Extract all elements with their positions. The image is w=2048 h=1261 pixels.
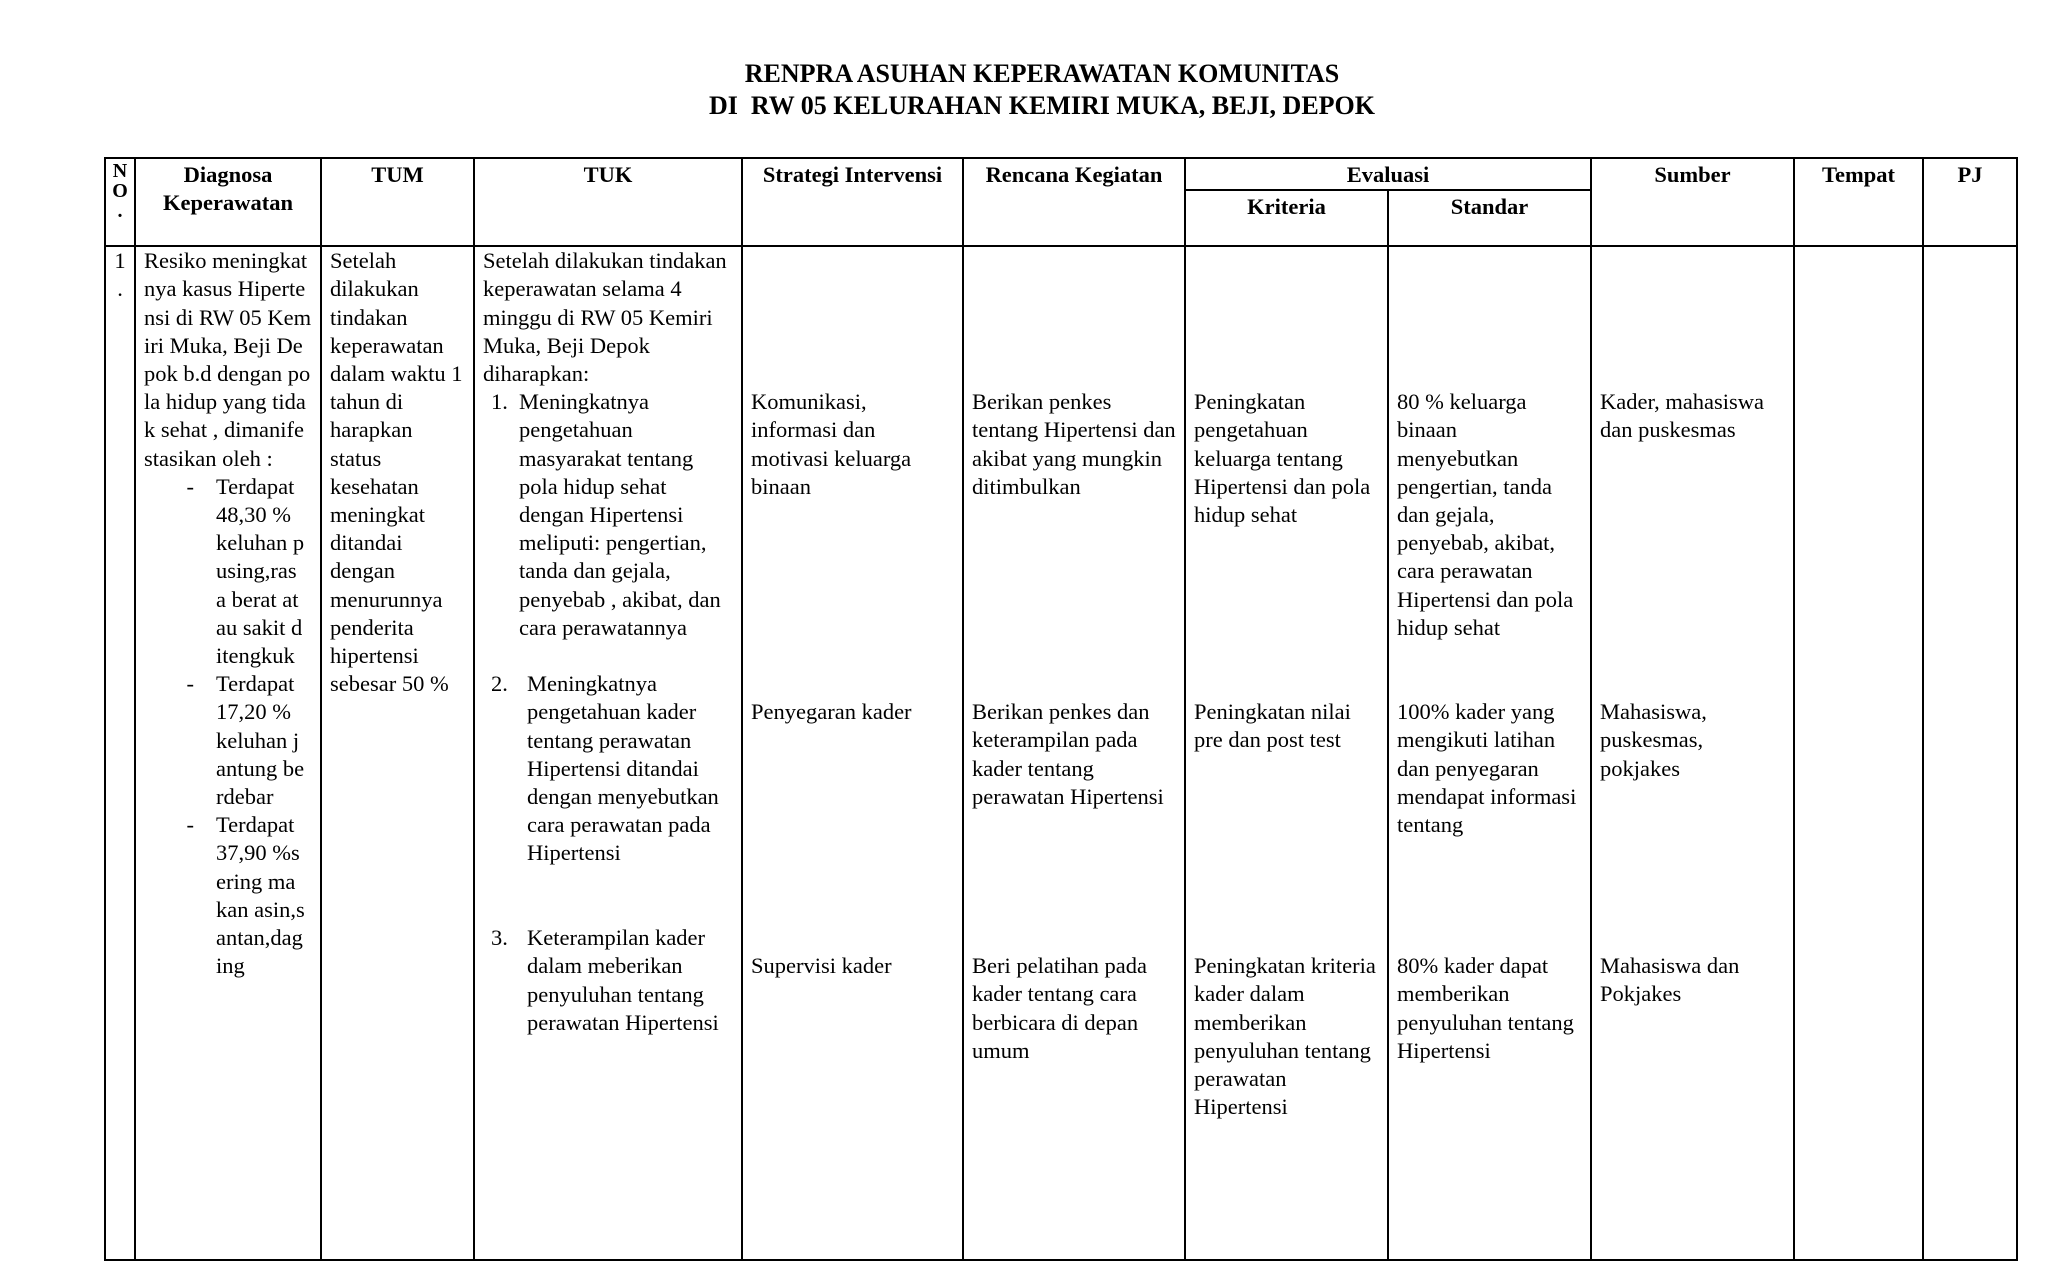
tum-cell	[321, 246, 474, 1260]
header-rencana: Rencana Kegiatan	[963, 158, 1185, 246]
strategi-item: Komunikasi, informasi dan motivasi keluarga binaan	[751, 389, 912, 499]
row-number-char: .	[117, 276, 123, 302]
sumber-item: Kader, mahasiswa dan puskesmas	[1600, 389, 1765, 443]
tuk-item-number: 3.	[491, 925, 508, 951]
strategi-item: Supervisi kader	[751, 953, 892, 979]
header-sumber: Sumber	[1591, 158, 1794, 246]
rencana-cell	[963, 246, 1185, 1260]
document-title	[0, 58, 2048, 122]
header-evaluasi: Evaluasi	[1185, 158, 1591, 190]
standar-item: 80% kader dapat memberikan penyuluhan tentang Hipertensi	[1397, 953, 1574, 1063]
kriteria-item: Peningkatan pengetahuan keluarga tentang Hipertensi dan pola hidup sehat	[1194, 389, 1371, 528]
tempat-cell	[1794, 246, 1923, 1260]
tuk-item-number: 2.	[491, 671, 508, 697]
sumber-cell	[1591, 246, 1794, 1260]
header-tum: TUM	[321, 158, 474, 246]
pj-cell	[1923, 246, 2017, 1260]
tum-text: Setelah dilakukan tindakan keperawatan dalam waktu 1 tahun di harapkan status kesehatan meningkat ditandai dengan menurunnya penderita hipertensi sebesar 50 %	[330, 248, 463, 697]
diagnosa-intro: Resiko meningkatnya kasus Hipertensi di RW 05 Kemiri Muka, Beji Depok b.d dengan pola hidup yang tidak sehat , dimanifestasikan oleh :	[144, 248, 312, 471]
header-no-char: .	[117, 200, 123, 222]
diagnosa-cell	[135, 246, 321, 1260]
rencana-item: Beri pelatihan pada kader tentang cara berbicara di depan umum	[972, 953, 1147, 1063]
header-tuk: TUK	[474, 158, 742, 246]
list-item: - Terdapat 48,30 % keluhan pusing,rasa berat atau sakit ditengkuk	[144, 473, 312, 670]
renpra-table	[104, 157, 2018, 1261]
header-no-char: N	[112, 160, 128, 182]
strategi-item: Penyegaran kader	[751, 699, 912, 725]
standar-item: 80 % keluarga binaan menyebutkan pengertian, tanda dan gejala, penyebab, akibat, cara perawatan Hipertensi dan pola hidup sehat	[1397, 389, 1574, 640]
title-line-2: DI RW 05 KELURAHAN KEMIRI MUKA, BEJI, DEPOK	[709, 91, 1375, 120]
title-line-1: RENPRA ASUHAN KEPERAWATAN KOMUNITAS	[744, 59, 1340, 88]
header-tempat: Tempat	[1794, 158, 1923, 246]
tuk-item-text: Keterampilan kader dalam meberikan penyuluhan tentang perawatan Hipertensi	[527, 925, 719, 1035]
kriteria-cell	[1185, 246, 1388, 1260]
kriteria-item: Peningkatan kriteria kader dalam memberikan penyuluhan tentang perawatan Hipertensi	[1194, 953, 1376, 1120]
rencana-item: Berikan penkes tentang Hipertensi dan akibat yang mungkin ditimbulkan	[972, 389, 1176, 499]
tuk-item-2	[483, 670, 733, 924]
diagnosa-list	[144, 473, 312, 981]
tuk-item-3	[483, 924, 733, 1037]
diagnosa-item: Terdapat 48,30 % keluhan pusing,rasa berat atau sakit ditengkuk	[216, 473, 305, 669]
tuk-item-number: 1.	[491, 389, 508, 415]
strategi-cell	[742, 246, 963, 1260]
header-pj: PJ	[1923, 158, 2017, 246]
list-item: - Terdapat 17,20 % keluhan jantung berdebar	[144, 670, 312, 811]
header-standar: Standar	[1388, 190, 1591, 246]
standar-item: 100% kader yang mengikuti latihan dan penyegaran mendapat informasi tentang	[1397, 699, 1577, 838]
header-no-char: O	[112, 180, 128, 202]
header-no	[105, 158, 135, 246]
row-number	[105, 246, 135, 1260]
header-kriteria: Kriteria	[1185, 190, 1388, 246]
list-item: - Terdapat 37,90 %sering makan asin,santan,daging	[144, 811, 312, 980]
sumber-item: Mahasiswa, puskesmas, pokjakes	[1600, 699, 1707, 781]
tuk-item-text: Meningkatnya pengetahuan kader tentang perawatan Hipertensi ditandai dengan menyebutkan cara perawatan pada Hipertensi	[527, 671, 719, 866]
standar-cell	[1388, 246, 1591, 1260]
sumber-item: Mahasiswa dan Pokjakes	[1600, 953, 1740, 1007]
header-row-1	[105, 158, 2017, 190]
header-strategi: Strategi Intervensi	[742, 158, 963, 246]
row-number-char: 1	[114, 248, 126, 274]
tuk-item-text: Meningkatnya pengetahuan masyarakat tentang pola hidup sehat dengan Hipertensi meliputi: pengertian, tanda dan gejala, penyebab , akibat, dan cara perawatannya	[519, 389, 721, 640]
tuk-cell	[474, 246, 742, 1260]
tuk-item-1	[483, 388, 733, 670]
header-diagnosa: Diagnosa Keperawatan	[135, 158, 321, 246]
table-row	[105, 246, 2017, 1260]
tuk-intro: Setelah dilakukan tindakan keperawatan selama 4 minggu di RW 05 Kemiri Muka, Beji Depok diharapkan:	[483, 248, 727, 387]
rencana-item: Berikan penkes dan keterampilan pada kader tentang perawatan Hipertensi	[972, 699, 1164, 809]
diagnosa-item: Terdapat 37,90 %sering makan asin,santan,daging	[216, 812, 305, 979]
diagnosa-item: Terdapat 17,20 % keluhan jantung berdebar	[216, 671, 305, 810]
kriteria-item: Peningkatan nilai pre dan post test	[1194, 699, 1351, 753]
